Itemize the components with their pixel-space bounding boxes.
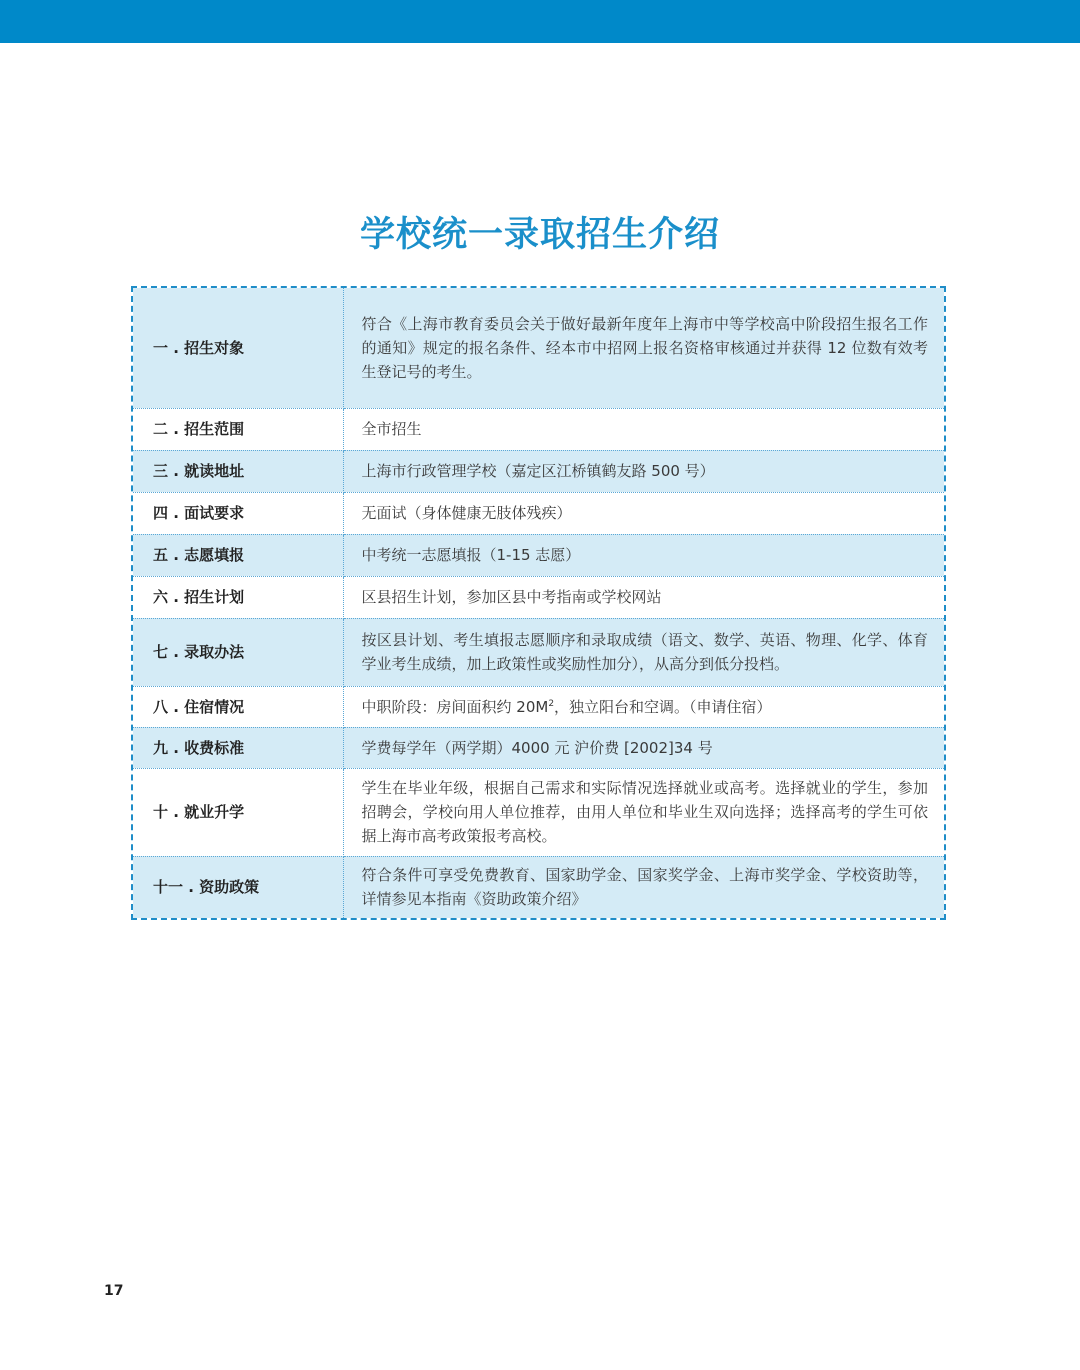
table-row (133, 727, 944, 768)
row-label: 六 . 招生计划 (133, 576, 343, 618)
row-label: 十一 . 资助政策 (133, 856, 343, 918)
table-row (133, 618, 944, 686)
row-value: 学费每学年（两学期）4000 元 沪价费 [2002]34 号 (343, 727, 944, 768)
row-label: 八 . 住宿情况 (133, 686, 343, 727)
row-value (343, 686, 944, 727)
row-label: 十 . 就业升学 (133, 768, 343, 856)
row-label: 四 . 面试要求 (133, 492, 343, 534)
row-value: 全市招生 (343, 408, 944, 450)
row-label: 二 . 招生范围 (133, 408, 343, 450)
table-row (133, 450, 944, 492)
row-value-text: 中职阶段：房间面积约 20M (361, 697, 549, 716)
page-title: 学校统一录取招生介绍 (359, 214, 720, 255)
superscript-2: 2 (548, 698, 555, 709)
table-row (133, 492, 944, 534)
row-value: 无面试（身体健康无肢体残疾） (343, 492, 944, 534)
row-value: 学生在毕业年级，根据自己需求和实际情况选择就业或高考。选择就业的学生，参加招聘会，学校向用人单位推荐，由用人单位和毕业生双向选择；选择高考的学生可依据上海市高考政策报考高校。 (343, 768, 944, 856)
row-value: 按区县计划、考生填报志愿顺序和录取成绩（语文、数学、英语、物理、化学、体育学业考生成绩，加上政策性或奖励性加分），从高分到低分投档。 (343, 618, 944, 686)
top-color-bar (0, 0, 1080, 43)
row-value: 中考统一志愿填报（1-15 志愿） (343, 534, 944, 576)
table-row (133, 576, 944, 618)
row-label: 一 . 招生对象 (133, 288, 343, 408)
row-label: 三 . 就读地址 (133, 450, 343, 492)
row-value-text: ，独立阳台和空调。（申请住宿） (554, 697, 772, 716)
table-row (133, 288, 944, 408)
admission-info-table (131, 286, 946, 920)
row-label: 七 . 录取办法 (133, 618, 343, 686)
row-value: 区县招生计划，参加区县中考指南或学校网站 (343, 576, 944, 618)
row-label: 五 . 志愿填报 (133, 534, 343, 576)
row-value: 符合条件可享受免费教育、国家助学金、国家奖学金、上海市奖学金、学校资助等，详情参见本指南《资助政策介绍》 (343, 856, 944, 918)
row-value: 上海市行政管理学校（嘉定区江桥镇鹤友路 500 号） (343, 450, 944, 492)
page-number: 17 (104, 1283, 124, 1299)
row-label: 九 . 收费标准 (133, 727, 343, 768)
table-row (133, 768, 944, 856)
table-row (133, 856, 944, 918)
table-row (133, 408, 944, 450)
table-row (133, 686, 944, 727)
table-row (133, 534, 944, 576)
row-value: 符合《上海市教育委员会关于做好最新年度年上海市中等学校高中阶段招生报名工作的通知》规定的报名条件、经本市中招网上报名资格审核通过并获得 12 位数有效考生登记号的考生。 (343, 288, 944, 408)
